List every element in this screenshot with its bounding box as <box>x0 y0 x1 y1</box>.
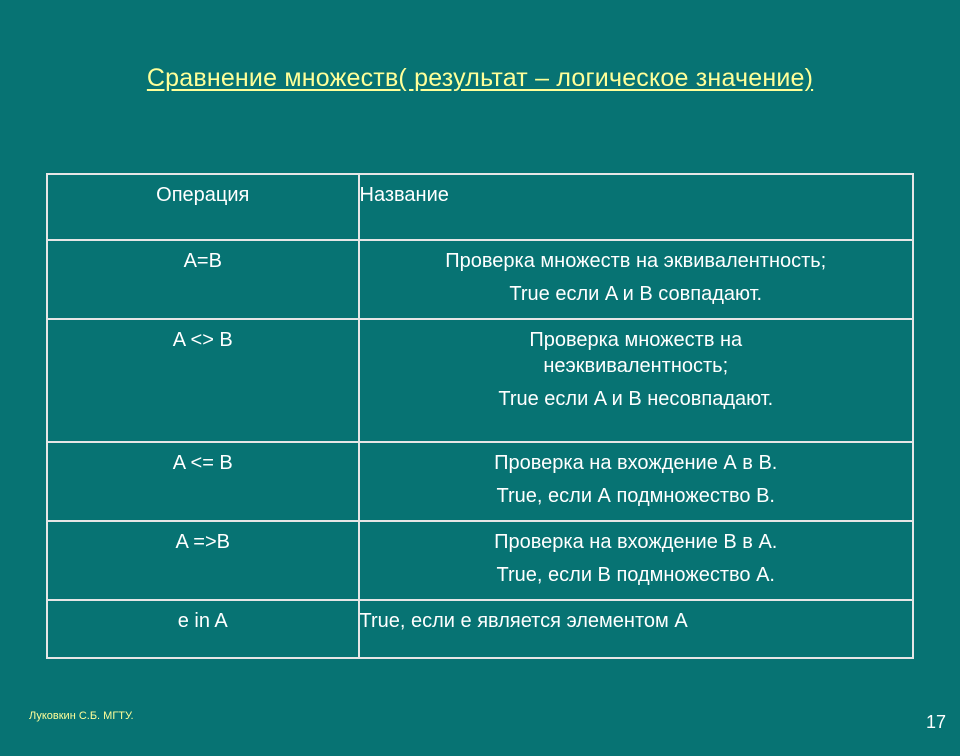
description-line: Проверка на вхождение В в А. <box>494 531 778 553</box>
table-row <box>47 240 913 319</box>
operation-cell <box>47 240 359 319</box>
operation-label: e in A <box>177 610 228 632</box>
name-cell <box>359 600 913 658</box>
table-row <box>47 319 913 442</box>
description-line: True, если В подмножество А. <box>496 564 775 586</box>
footer-author: Луковкин С.Б. МГТУ. <box>29 710 134 722</box>
description-line: Проверка на вхождение А в В. <box>494 452 778 474</box>
operation-cell <box>47 442 359 521</box>
table-row <box>47 600 913 658</box>
operation-cell <box>47 319 359 442</box>
table-row <box>47 521 913 600</box>
header-operation-label: Операция <box>156 184 250 206</box>
header-operation-cell <box>47 174 359 240</box>
description-line: True если A и B несовпадают. <box>498 388 774 410</box>
table-row <box>47 442 913 521</box>
name-cell <box>359 240 913 319</box>
operation-cell <box>47 600 359 658</box>
name-cell <box>359 442 913 521</box>
description-line: Проверка множеств на <box>529 329 743 351</box>
description-line: True если A и B совпадают. <box>509 283 763 305</box>
table-header-row <box>47 174 913 240</box>
description-line: True, если е является элементом А <box>359 610 688 632</box>
header-name-cell <box>359 174 913 240</box>
slide-title: Сравнение множеств( результат – логическое значение) <box>146 64 814 92</box>
page-number: 17 <box>925 712 946 732</box>
operation-label: A <> B <box>172 329 233 351</box>
operation-label: A =>B <box>175 531 230 553</box>
description-line: неэквивалентность; <box>543 355 729 377</box>
operation-label: A <= B <box>172 452 233 474</box>
operations-table <box>46 173 914 659</box>
name-cell <box>359 521 913 600</box>
description-line: True, если А подмножество В. <box>496 485 775 507</box>
operation-label: A=B <box>183 250 222 272</box>
name-cell <box>359 319 913 442</box>
operation-cell <box>47 521 359 600</box>
header-name-label: Название <box>359 184 449 206</box>
description-line: Проверка множеств на эквивалентность; <box>445 250 827 272</box>
